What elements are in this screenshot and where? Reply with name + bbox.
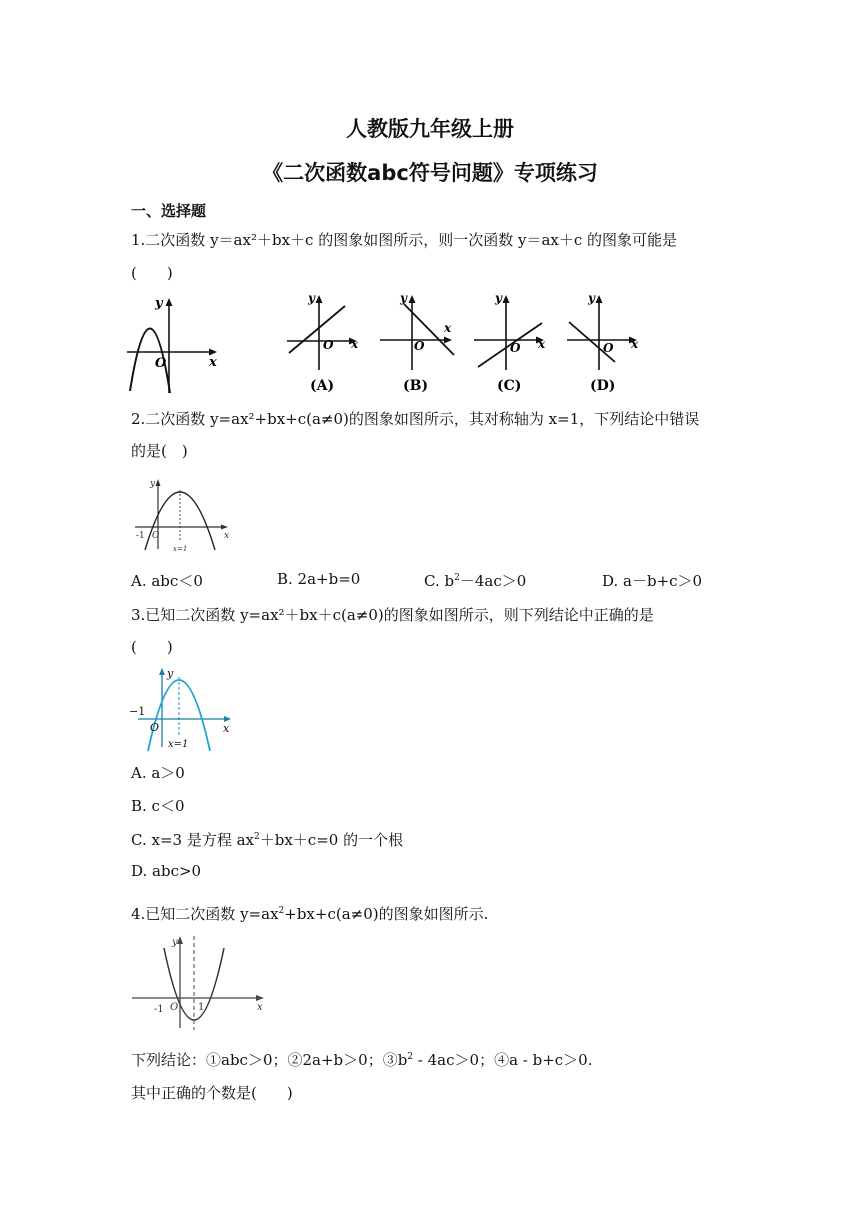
q1-choice-d-figure [563, 290, 643, 395]
q1-stem-line1: 1.二次函数 y＝ax²＋bx＋c 的图象如图所示，则一次函数 y＝ax＋c 的图象可能是 [131, 231, 678, 249]
q1-choice-b-label: (B) [403, 378, 429, 394]
q2-option-d: D. a－b+c＞0 [602, 572, 703, 590]
svg-text:x=1: x=1 [168, 739, 189, 750]
svg-text:y: y [308, 291, 315, 305]
svg-text:O: O [510, 341, 521, 355]
q1-choice-a-label: (A) [310, 378, 335, 394]
q1-choice-c-label: (C) [497, 378, 522, 394]
q1-stem-line2: ( ) [131, 264, 173, 282]
svg-text:y: y [495, 291, 502, 305]
svg-text:1: 1 [198, 1002, 205, 1013]
svg-text:x: x [257, 1002, 263, 1013]
q3-option-b: B. c＜0 [131, 797, 185, 815]
q1-fig-x-label: x [209, 355, 217, 370]
svg-text:O: O [152, 531, 160, 541]
svg-text:y: y [167, 667, 174, 680]
svg-text:x: x [538, 337, 546, 351]
q2-option-c: C. $b^2-4ac>0$ [424, 572, 527, 590]
q3-option-a: A. a＞0 [131, 764, 185, 782]
q4-conclusions: 下列结论：①abc＞0；②2a+b＞0；$③b^2 - 4ac>0$；④a - b+c＞0. [131, 1051, 593, 1069]
svg-text:O: O [603, 341, 614, 355]
q4-parabola-figure [130, 932, 270, 1032]
svg-text:x: x [444, 321, 452, 335]
q2-option-a: A. abc＜0 [131, 572, 203, 590]
svg-text:-1: -1 [154, 1004, 164, 1015]
svg-text:x: x [351, 337, 359, 351]
svg-text:-1: -1 [136, 531, 145, 541]
q3-option-c: C. x=3 是方程 $ax^2+bx+c=0$ 的一个根 [131, 831, 404, 849]
q3-option-d: D. abc>0 [131, 862, 202, 880]
q2-parabola-figure [133, 476, 233, 556]
svg-text:O: O [414, 339, 425, 353]
svg-text:x=1: x=1 [173, 545, 188, 553]
svg-text:y: y [588, 291, 595, 305]
svg-text:x: x [631, 337, 639, 351]
svg-text:x: x [223, 722, 230, 735]
q1-choice-a-figure [283, 290, 363, 395]
svg-text:O: O [150, 721, 160, 734]
q3-stem-line1: 3.已知二次函数 y=ax²＋bx＋c(a≠0)的图象如图所示，则下列结论中正确的是 [131, 606, 654, 624]
svg-text:y: y [150, 479, 156, 489]
q1-fig-origin-label: O [155, 356, 167, 371]
q4-question: 其中正确的个数是( ) [131, 1084, 293, 1102]
svg-text:O: O [323, 338, 334, 352]
svg-text:y: y [172, 937, 178, 948]
svg-text:O: O [170, 1002, 179, 1013]
q1-parabola-figure [125, 295, 225, 395]
q1-fig-y-label: y [155, 296, 163, 311]
q3-parabola-figure [128, 665, 238, 755]
q2-stem-line2: 的是( ) [131, 442, 188, 460]
doc-title: 人教版九年级上册 [346, 117, 514, 141]
svg-text:x: x [224, 531, 230, 541]
q1-choice-b-figure [376, 290, 461, 395]
q2-option-b: B. 2a+b=0 [277, 570, 361, 588]
svg-text:y: y [400, 291, 407, 305]
section-heading: 一、选择题 [131, 202, 207, 220]
q1-choice-d-label: (D) [590, 378, 616, 394]
svg-text:−1: −1 [129, 705, 146, 718]
q3-stem-line2: ( ) [131, 638, 173, 656]
doc-subtitle: 《二次函数abc符号问题》专项练习 [262, 161, 598, 185]
q4-stem: 4.已知二次函数 $y=ax^2+bx+c(a\ne 0)$的图象如图所示. [131, 905, 489, 923]
q2-stem-line1: 2.二次函数 y=ax²+bx+c(a≠0)的图象如图所示，其对称轴为 x=1，下列结论中错误 [131, 410, 700, 428]
q1-choice-c-figure [470, 290, 550, 395]
